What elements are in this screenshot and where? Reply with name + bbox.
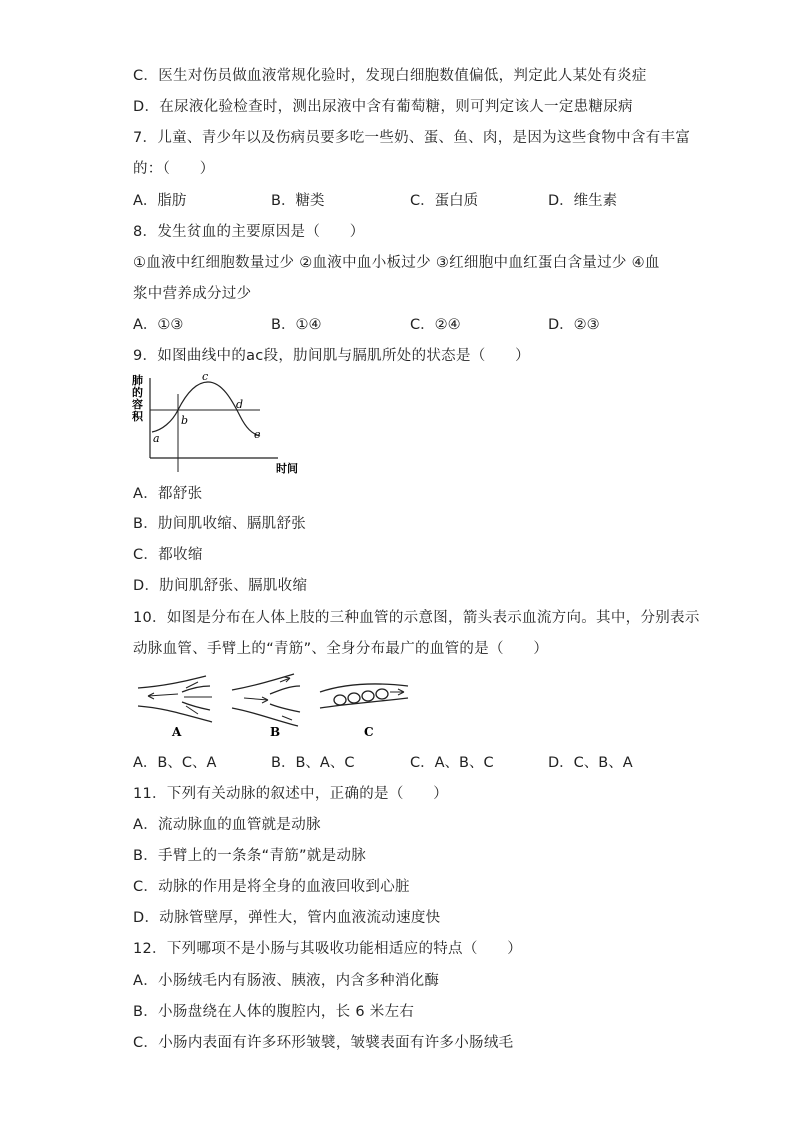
vessel-c [320, 684, 408, 708]
q8-items-line1: ①血液中红细胞数量过少 ②血液中血小板过少 ③红细胞中血红蛋白含量过少 ④血 [133, 255, 660, 271]
q10-option-b: B．B、A、C [271, 755, 355, 771]
q11-option-a: A．流动脉血的血管就是动脉 [133, 817, 321, 833]
vessel-label-c: C [364, 725, 374, 739]
q9-option-d: D．肋间肌舒张、膈肌收缩 [133, 578, 308, 594]
q11-option-b: B．手臂上的一条条“青筋”就是动脉 [133, 848, 367, 864]
q12-stem: 12．下列哪项不是小肠与其吸收功能相适应的特点（ ） [133, 941, 523, 957]
q11-option-d: D．动脉管壁厚，弹性大，管内血液流动速度快 [133, 910, 441, 926]
q9-option-c: C．都收缩 [133, 547, 203, 563]
q12-option-b: B．小肠盘绕在人体的腹腔内，长 6 米左右 [133, 1004, 415, 1020]
volume-curve [152, 382, 260, 436]
q11-stem: 11．下列有关动脉的叙述中，正确的是（ ） [133, 786, 449, 802]
q8-items-line2: 浆中营养成分过少 [133, 286, 252, 302]
q8-option-d: D．②③ [548, 317, 600, 333]
q10-option-c: C．A、B、C [410, 755, 494, 771]
point-b-label: b [181, 414, 189, 427]
ylabel-char-4: 积 [132, 410, 143, 423]
q7-option-c: C．蛋白质 [410, 193, 479, 209]
q10-stem-line1: 10．如图是分布在人体上肢的三种血管的示意图，箭头表示血流方向。其中，分别表示 [133, 610, 700, 626]
point-e-label: e [254, 428, 261, 441]
ylabel-char-1: 肺 [132, 374, 143, 387]
blood-vessels-figure [134, 672, 424, 740]
vessel-b [232, 674, 300, 726]
q6-option-d: D．在尿液化验检查时，测出尿液中含有葡萄糖，则可判定该人一定患糖尿病 [133, 99, 633, 115]
q6-option-c: C．医生对伤员做血液常规化验时，发现白细胞数值偏低，判定此人某处有炎症 [133, 68, 647, 84]
q9-stem: 9．如图曲线中的ac段，肋间肌与膈肌所处的状态是（ ） [133, 348, 530, 364]
q12-option-c: C．小肠内表面有许多环形皱襞，皱襞表面有许多小肠绒毛 [133, 1035, 514, 1051]
q10-stem-line2: 动脉血管、手臂上的“青筋”、全身分布最广的血管的是（ ） [133, 641, 549, 657]
vessel-label-a: A [172, 725, 182, 739]
vessel-a [138, 676, 212, 722]
q7-option-a: A．脂肪 [133, 193, 187, 209]
point-d-label: d [236, 398, 244, 411]
q8-stem: 8．发生贫血的主要原因是（ ） [133, 224, 365, 240]
q7-stem-line1: 7．儿童、青少年以及伤病员要多吃一些奶、蛋、鱼、肉，是因为这些食物中含有丰富 [133, 130, 691, 146]
q9-option-b: B．肋间肌收缩、膈肌舒张 [133, 516, 307, 532]
lung-volume-curve-figure [128, 372, 308, 476]
q7-option-d: D．维生素 [548, 193, 618, 209]
q7-option-b: B．糖类 [271, 193, 325, 209]
q10-option-a: A．B、C、A [133, 755, 217, 771]
q7-stem-line2: 的：（ ） [133, 161, 215, 177]
ylabel-char-3: 容 [132, 398, 143, 411]
q11-option-c: C．动脉的作用是将全身的血液回收到心脏 [133, 879, 410, 895]
point-a-label: a [153, 432, 160, 445]
q8-option-a: A．①③ [133, 317, 184, 333]
point-c-label: c [202, 372, 209, 383]
q10-option-d: D．C、B、A [548, 755, 633, 771]
vessel-label-b: B [270, 725, 281, 739]
q12-option-a: A．小肠绒毛内有肠液、胰液，内含多种消化酶 [133, 973, 440, 989]
q8-option-c: C．②④ [410, 317, 461, 333]
ylabel-char-2: 的 [132, 386, 143, 399]
q8-option-b: B．①④ [271, 317, 322, 333]
q9-option-a: A．都舒张 [133, 486, 203, 502]
xlabel: 时间 [276, 462, 298, 475]
